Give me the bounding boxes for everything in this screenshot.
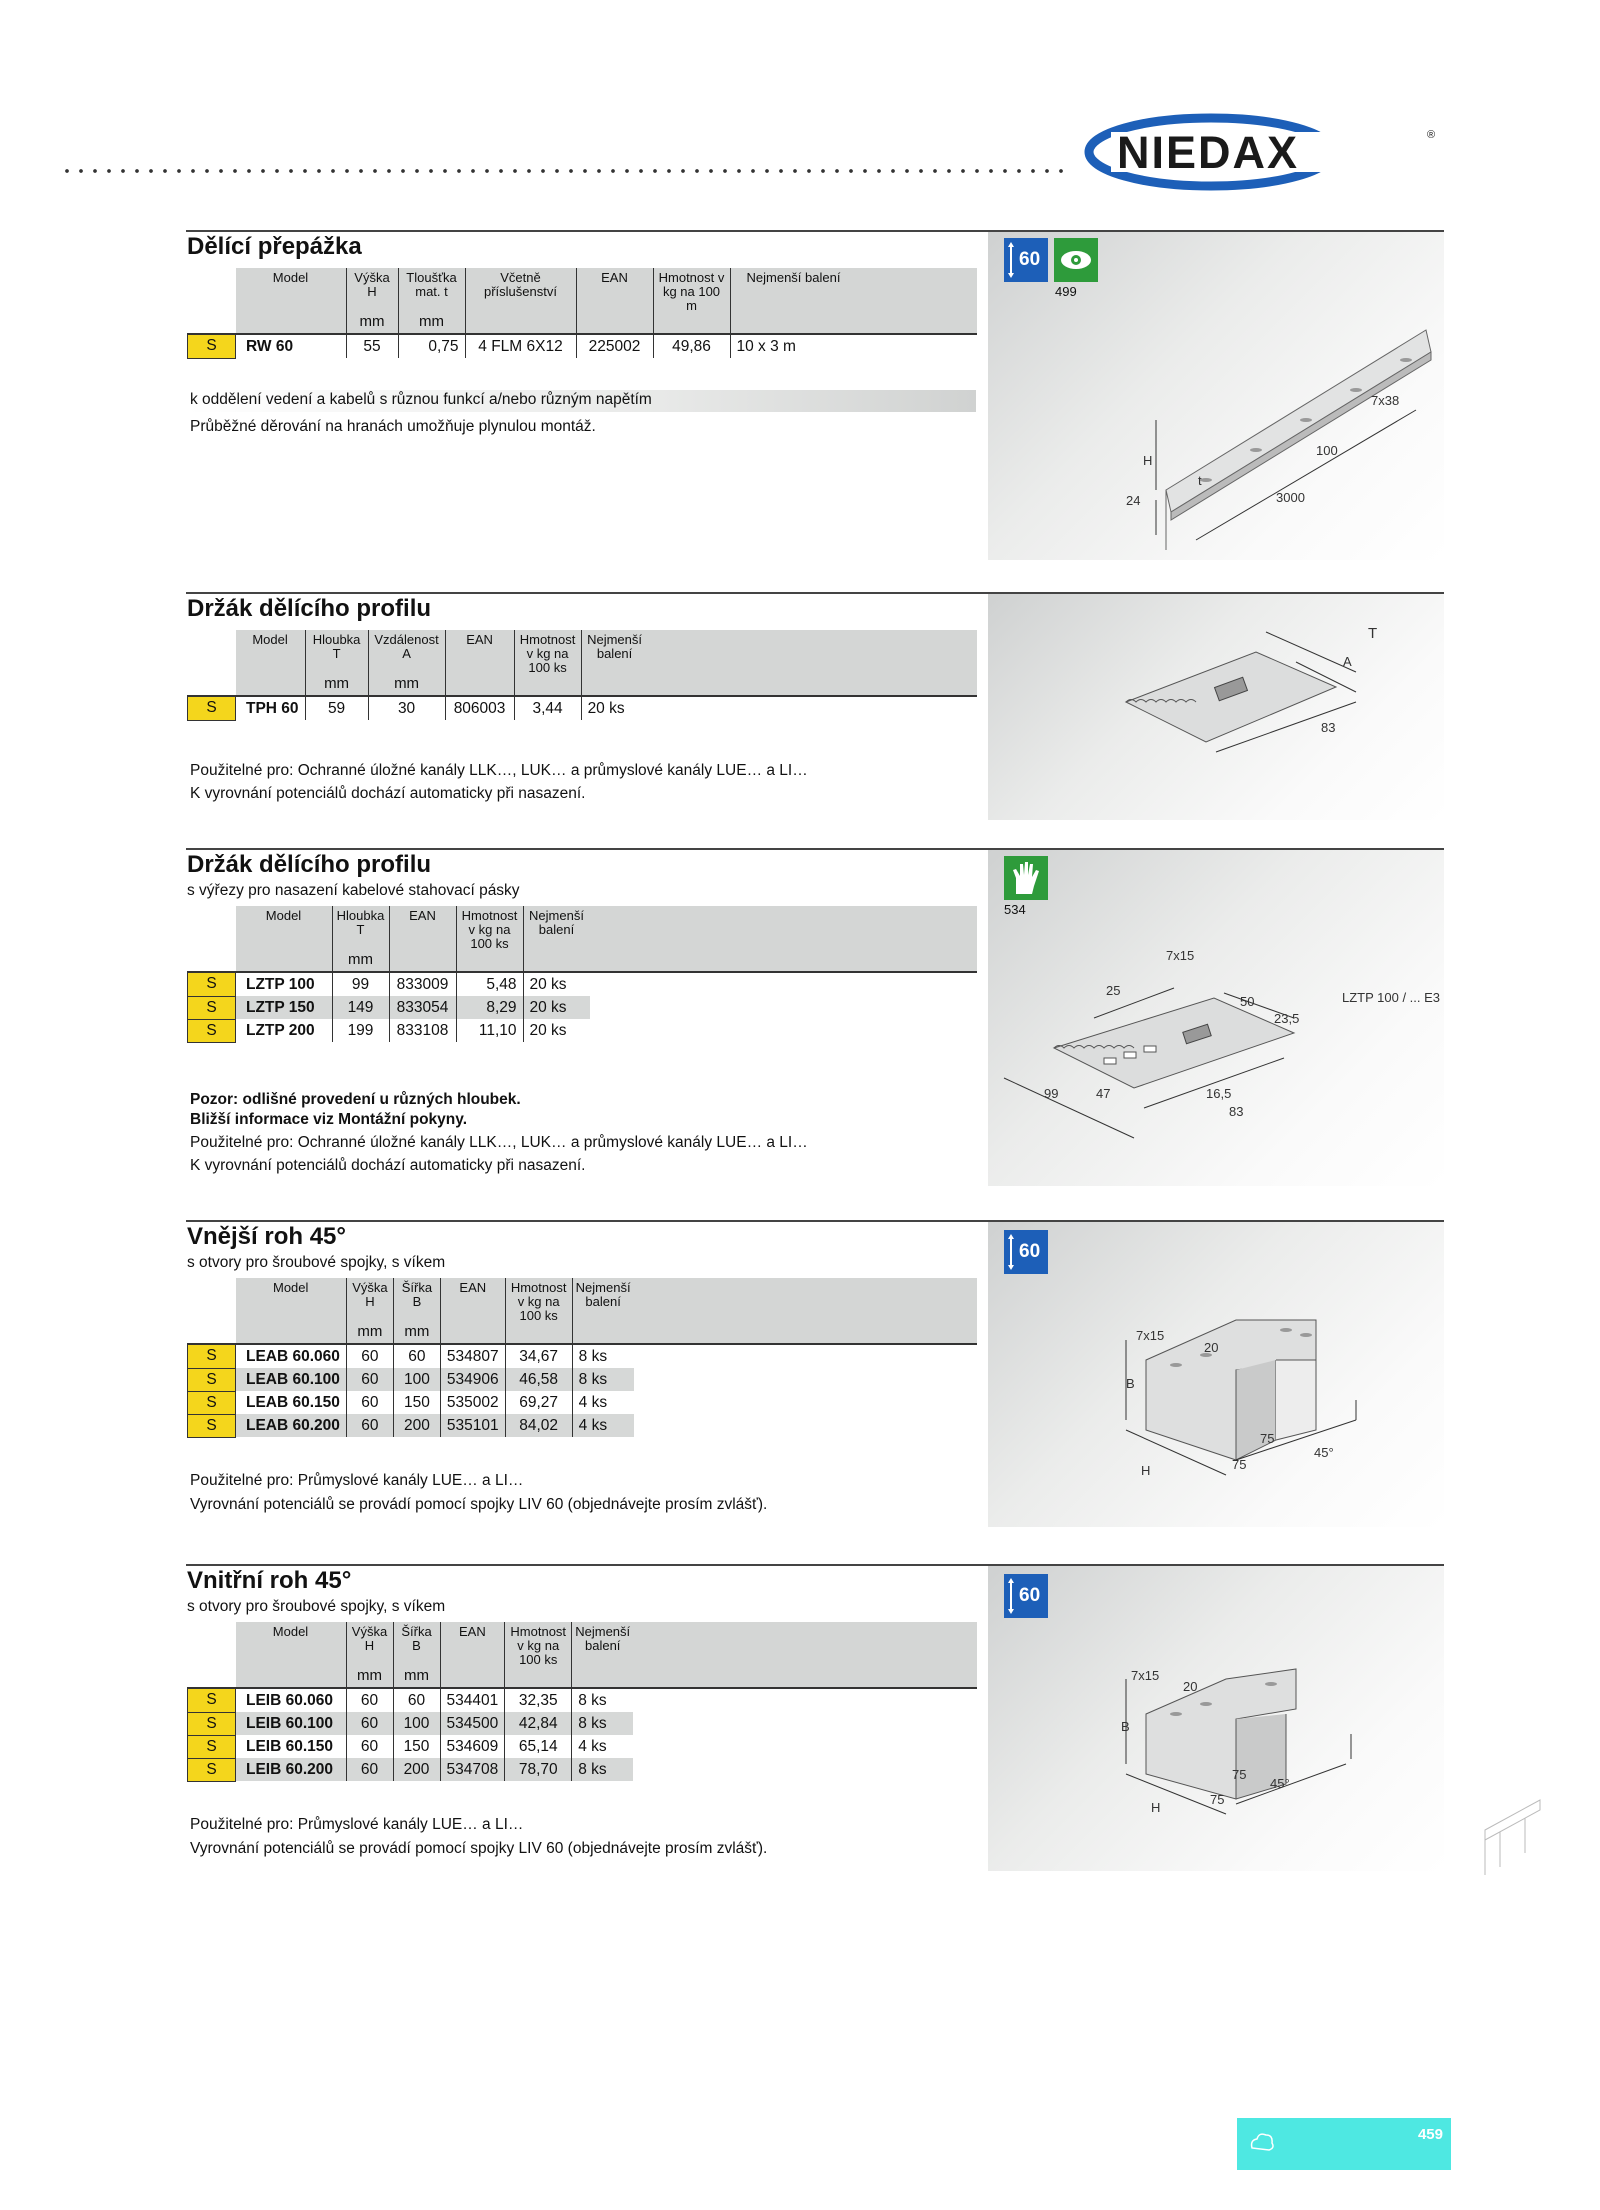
height-cell: 60: [346, 1391, 393, 1414]
spec-table: [187, 268, 977, 359]
spec-table: [187, 1278, 977, 1438]
brand-name: NIEDAX: [1117, 127, 1300, 178]
col-header-height: Výška H: [346, 268, 398, 313]
weight-cell: 34,67: [505, 1344, 572, 1368]
holder-ties-drawing: [994, 938, 1444, 1168]
height-cell: 60: [346, 1414, 393, 1437]
col-header-packaging: Nejmenší balení: [523, 906, 590, 951]
badge-value: 60: [1019, 1241, 1041, 1262]
standard-marker: S: [188, 1368, 236, 1391]
divider-drawing: [1086, 290, 1436, 550]
col-header-height: Výška H: [346, 1278, 393, 1323]
standard-marker: S: [188, 696, 236, 720]
col-header-model: Model: [236, 630, 306, 675]
table-row: [188, 1758, 978, 1781]
width-cell: 60: [393, 1688, 440, 1712]
unit-height: mm: [346, 1323, 393, 1344]
weight-cell: 5,48: [456, 972, 523, 996]
dim-label: 75: [1260, 1431, 1275, 1446]
dim-label: B: [1126, 1376, 1135, 1391]
weight-cell: 84,02: [505, 1414, 572, 1437]
dim-label: 3000: [1276, 490, 1305, 505]
unit-height: mm: [346, 313, 398, 334]
table-row: [188, 1735, 978, 1758]
col-header-weight: Hmotnost v kg na 100 ks: [505, 1278, 572, 1323]
ean-cell: 833054: [389, 996, 456, 1019]
dim-label: 20: [1204, 1340, 1219, 1355]
col-header-ean: EAN: [576, 268, 653, 313]
col-header-weight: Hmotnost v kg na 100 m: [653, 268, 730, 313]
section-title: Dělící přepážka: [187, 233, 362, 260]
height-60-badge: [1004, 1574, 1048, 1618]
section-title: Držák dělícího profilu: [187, 851, 432, 878]
depth-cell: 149: [332, 996, 389, 1019]
weight-cell: 3,44: [514, 696, 581, 720]
col-header-ean: EAN: [445, 630, 514, 675]
packaging-cell: 4 ks: [572, 1414, 633, 1437]
weight-cell: 8,29: [456, 996, 523, 1019]
spec-table: [187, 1622, 977, 1782]
dim-label: H: [1141, 1463, 1151, 1478]
badge-value: 60: [1019, 1585, 1041, 1606]
ean-cell: 225002: [576, 334, 653, 358]
standard-marker: S: [188, 1344, 236, 1368]
weight-cell: 65,14: [505, 1735, 572, 1758]
col-header-accessories: Včetně příslušenství: [465, 268, 576, 313]
packaging-cell: 8 ks: [572, 1688, 633, 1712]
standard-marker: S: [188, 1019, 236, 1042]
model-cell: LEAB 60.150: [246, 1393, 340, 1411]
note-line: Použitelné pro: Ochranné úložné kanály LLK…, LUK… a průmyslové kanály LUE… a LI…: [190, 762, 808, 779]
model-cell: RW 60: [246, 337, 294, 355]
standard-marker: S: [188, 972, 236, 996]
standard-marker: S: [188, 1391, 236, 1414]
note-line: Použitelné pro: Ochranné úložné kanály LLK…, LUK… a průmyslové kanály LUE… a LI…: [190, 1134, 808, 1151]
holder-drawing: [1106, 602, 1426, 782]
model-cell: LZTP 200: [246, 1021, 315, 1039]
niedax-logo: [1083, 112, 1445, 192]
col-header-width: Šířka B: [393, 1622, 440, 1667]
col-header-ean: EAN: [440, 1278, 505, 1323]
packaging-cell: 4 ks: [572, 1735, 633, 1758]
model-cell: LEAB 60.100: [236, 1368, 347, 1391]
height-cell: 60: [346, 1368, 393, 1391]
col-header-distance: Vzdálenost A: [368, 630, 445, 675]
table-row: [188, 1712, 978, 1735]
depth-cell: 199: [332, 1019, 389, 1042]
dim-label: 83: [1321, 720, 1336, 735]
note-line: Vyrovnání potenciálů se provádí pomocí spojky LIV 60 (objednávejte prosím zvlášť).: [190, 1496, 768, 1513]
height-cell: 60: [346, 1344, 393, 1368]
table-row: [188, 1688, 978, 1712]
table-row: [188, 1019, 978, 1042]
standard-marker: S: [188, 1688, 236, 1712]
table-row: [188, 334, 978, 358]
dim-label: H: [1143, 453, 1153, 468]
weight-cell: 32,35: [505, 1688, 572, 1712]
unit-width: mm: [393, 1667, 440, 1688]
height-arrow-icon: [1008, 1234, 1014, 1270]
dim-label: A: [1343, 654, 1352, 669]
unit-depth: mm: [332, 951, 389, 972]
height-cell: 55: [346, 334, 398, 358]
packaging-cell: 8 ks: [572, 1758, 633, 1781]
table-row: [188, 1414, 978, 1437]
dim-label: 23,5: [1274, 1011, 1300, 1026]
packaging-cell: 10 x 3 m: [730, 334, 857, 358]
col-header-model: Model: [236, 906, 333, 951]
col-header-depth: Hloubka T: [305, 630, 368, 675]
col-header-model: Model: [236, 1278, 347, 1323]
ean-cell: 534500: [440, 1712, 505, 1735]
col-header-weight: Hmotnost v kg na 100 ks: [456, 906, 523, 951]
dim-label: 20: [1183, 1679, 1198, 1694]
spec-table: [187, 906, 977, 1043]
dim-label: 16,5: [1206, 1086, 1232, 1101]
width-cell: 150: [393, 1391, 440, 1414]
col-header-depth: Hloubka T: [332, 906, 389, 951]
unit-distance: mm: [368, 675, 445, 696]
section-subtitle: s otvory pro šroubové spojky, s víkem: [187, 1598, 446, 1615]
model-cell: LEIB 60.150: [246, 1737, 334, 1755]
weight-cell: 49,86: [653, 334, 730, 358]
depth-cell: 59: [305, 696, 368, 720]
width-cell: 200: [393, 1758, 440, 1781]
packaging-cell: 20 ks: [581, 696, 648, 720]
standard-marker: S: [188, 1758, 236, 1781]
model-cell: LEIB 60.060: [246, 1691, 334, 1709]
ean-cell: 534708: [440, 1758, 505, 1781]
table-row: [188, 1344, 978, 1368]
col-header-thickness: Tloušťka mat. t: [398, 268, 465, 313]
section-title: Vnitřní roh 45°: [187, 1567, 352, 1594]
table-row: [188, 972, 978, 996]
width-cell: 100: [393, 1368, 440, 1391]
standard-marker: S: [188, 334, 236, 358]
note-line: Použitelné pro: Průmyslové kanály LUE… a LI…: [190, 1472, 524, 1489]
depth-cell: 99: [332, 972, 389, 996]
col-header-width: Šířka B: [393, 1278, 440, 1323]
ean-cell: 534609: [440, 1735, 505, 1758]
height-cell: 60: [346, 1712, 393, 1735]
height-60-badge: [1004, 1230, 1048, 1274]
weight-cell: 78,70: [505, 1758, 572, 1781]
accessories-cell: 4 FLM 6X12: [465, 334, 576, 358]
section-profile-holder: [186, 592, 1444, 822]
ean-cell: 833108: [389, 1019, 456, 1042]
registered-mark: ®: [1427, 129, 1436, 141]
packaging-cell: 20 ks: [523, 996, 590, 1019]
standard-marker: S: [188, 1735, 236, 1758]
note-line: Průběžné děrování na hranách umožňuje plynulou montáž.: [190, 418, 596, 435]
model-cell: LZTP 150: [236, 996, 333, 1019]
dim-label: 45°: [1270, 1776, 1290, 1791]
dim-label: 45°: [1314, 1445, 1334, 1460]
dim-label: 83: [1229, 1104, 1244, 1119]
packaging-cell: 4 ks: [572, 1391, 633, 1414]
ean-cell: 534906: [440, 1368, 505, 1391]
section-title: Držák dělícího profilu: [187, 595, 432, 622]
width-cell: 100: [393, 1712, 440, 1735]
dim-label: 75: [1232, 1457, 1247, 1472]
dim-label: B: [1121, 1719, 1130, 1734]
note-line: K vyrovnání potenciálů dochází automaticky při nasazení.: [190, 1157, 586, 1174]
note-line: K vyrovnání potenciálů dochází automaticky při nasazení.: [190, 785, 586, 802]
section-inner-corner: [186, 1564, 1444, 1874]
dim-label: 100: [1316, 443, 1338, 458]
warning-line: Pozor: odlišné provedení u různých hloubek.: [190, 1091, 521, 1108]
dim-label: 50: [1240, 994, 1255, 1009]
note-line: Použitelné pro: Průmyslové kanály LUE… a LI…: [190, 1816, 524, 1833]
eye-icon: [1054, 238, 1098, 282]
table-row: [188, 696, 978, 720]
unit-depth: mm: [305, 675, 368, 696]
standard-marker: S: [188, 996, 236, 1019]
standard-marker: S: [188, 1712, 236, 1735]
dim-label: 7x15: [1136, 1328, 1165, 1343]
dim-label: 75: [1210, 1792, 1225, 1807]
width-cell: 150: [393, 1735, 440, 1758]
packaging-cell: 8 ks: [572, 1344, 633, 1368]
ean-cell: 806003: [445, 696, 514, 720]
weight-cell: 46,58: [505, 1368, 572, 1391]
col-header-packaging: Nejmenší balení: [581, 630, 648, 675]
table-row: [188, 1391, 978, 1414]
width-cell: 200: [393, 1414, 440, 1437]
packaging-cell: 8 ks: [572, 1368, 633, 1391]
ean-cell: 535101: [440, 1414, 505, 1437]
ean-cell: 833009: [389, 972, 456, 996]
col-header-height: Výška H: [346, 1622, 393, 1667]
badge-value: 60: [1019, 249, 1041, 270]
model-cell: LZTP 100: [246, 975, 315, 993]
weight-cell: 69,27: [505, 1391, 572, 1414]
standard-marker: S: [188, 1414, 236, 1437]
col-header-ean: EAN: [440, 1622, 505, 1667]
icon-number: 534: [1004, 902, 1026, 917]
model-cell: LEAB 60.060: [246, 1347, 340, 1365]
section-outer-corner: [186, 1220, 1444, 1530]
ean-cell: 535002: [440, 1391, 505, 1414]
table-row: [188, 1368, 978, 1391]
model-cell: LEAB 60.200: [236, 1414, 347, 1437]
model-cell: LEIB 60.200: [236, 1758, 347, 1781]
section-profile-holder-ties: [186, 848, 1444, 1188]
section-divider: [186, 230, 1444, 560]
col-header-packaging: Nejmenší balení: [730, 268, 857, 313]
section-subtitle: s výřezy pro nasazení kabelové stahovací pásky: [187, 882, 520, 899]
dim-label: 24: [1126, 493, 1141, 508]
height-cell: 60: [346, 1688, 393, 1712]
height-60-badge: [1004, 238, 1048, 282]
height-cell: 60: [346, 1735, 393, 1758]
dim-label: 7x15: [1131, 1668, 1160, 1683]
spec-table: [187, 630, 977, 721]
inner-corner-drawing: [1086, 1624, 1436, 1854]
packaging-cell: 20 ks: [523, 972, 590, 996]
dim-label: 7x38: [1371, 393, 1400, 408]
distance-cell: 30: [368, 696, 445, 720]
dotted-header-line: [60, 169, 1070, 173]
unit-height: mm: [346, 1667, 393, 1688]
table-row: [188, 996, 978, 1019]
col-header-weight: Hmotnost v kg na 100 ks: [505, 1622, 572, 1667]
dim-label: H: [1151, 1800, 1161, 1815]
col-header-model: Model: [236, 1622, 347, 1667]
unit-thickness: mm: [398, 313, 465, 334]
dim-label: 47: [1096, 1086, 1111, 1101]
dim-label: 25: [1106, 983, 1121, 998]
height-arrow-icon: [1008, 242, 1014, 278]
packaging-cell: 8 ks: [572, 1712, 633, 1735]
dim-label: T: [1368, 625, 1378, 642]
thickness-cell: 0,75: [398, 334, 465, 358]
weight-cell: 11,10: [456, 1019, 523, 1042]
note-line: k oddělení vedení a kabelů s různou funkcí a/nebo různým napětím: [190, 391, 652, 408]
width-cell: 60: [393, 1344, 440, 1368]
model-cell: LEIB 60.100: [236, 1712, 347, 1735]
col-header-weight: Hmotnost v kg na 100 ks: [514, 630, 581, 675]
section-title: Vnější roh 45°: [187, 1223, 346, 1250]
cloud-icon: [1247, 2128, 1277, 2158]
ean-cell: 534401: [440, 1688, 505, 1712]
dim-label: 75: [1232, 1767, 1247, 1782]
unit-width: mm: [393, 1323, 440, 1344]
warning-line: Bližší informace viz Montážní pokyny.: [190, 1111, 468, 1128]
height-cell: 60: [346, 1758, 393, 1781]
dim-label: 99: [1044, 1086, 1059, 1101]
col-header-packaging: Nejmenší balení: [572, 1278, 633, 1323]
dim-label: t: [1198, 473, 1202, 488]
col-header-ean: EAN: [389, 906, 456, 951]
page-number: 459: [1417, 2126, 1443, 2143]
hand-icon: [1004, 856, 1048, 900]
weight-cell: 42,84: [505, 1712, 572, 1735]
dim-label: LZTP 100 / ... E3: [1342, 990, 1441, 1005]
model-cell: TPH 60: [246, 699, 299, 717]
outer-corner-drawing: [1086, 1280, 1436, 1510]
section-subtitle: s otvory pro šroubové spojky, s víkem: [187, 1254, 446, 1271]
col-header-packaging: Nejmenší balení: [572, 1622, 633, 1667]
channel-thumbnail-icon: [1480, 1790, 1550, 1880]
packaging-cell: 20 ks: [523, 1019, 590, 1042]
icon-number: 499: [1055, 284, 1077, 299]
height-arrow-icon: [1008, 1578, 1014, 1614]
note-line: Vyrovnání potenciálů se provádí pomocí spojky LIV 60 (objednávejte prosím zvlášť).: [190, 1840, 768, 1857]
col-header-model: Model: [236, 268, 347, 313]
ean-cell: 534807: [440, 1344, 505, 1368]
page-number-box: [1237, 2118, 1451, 2170]
dim-label: 7x15: [1166, 948, 1195, 963]
